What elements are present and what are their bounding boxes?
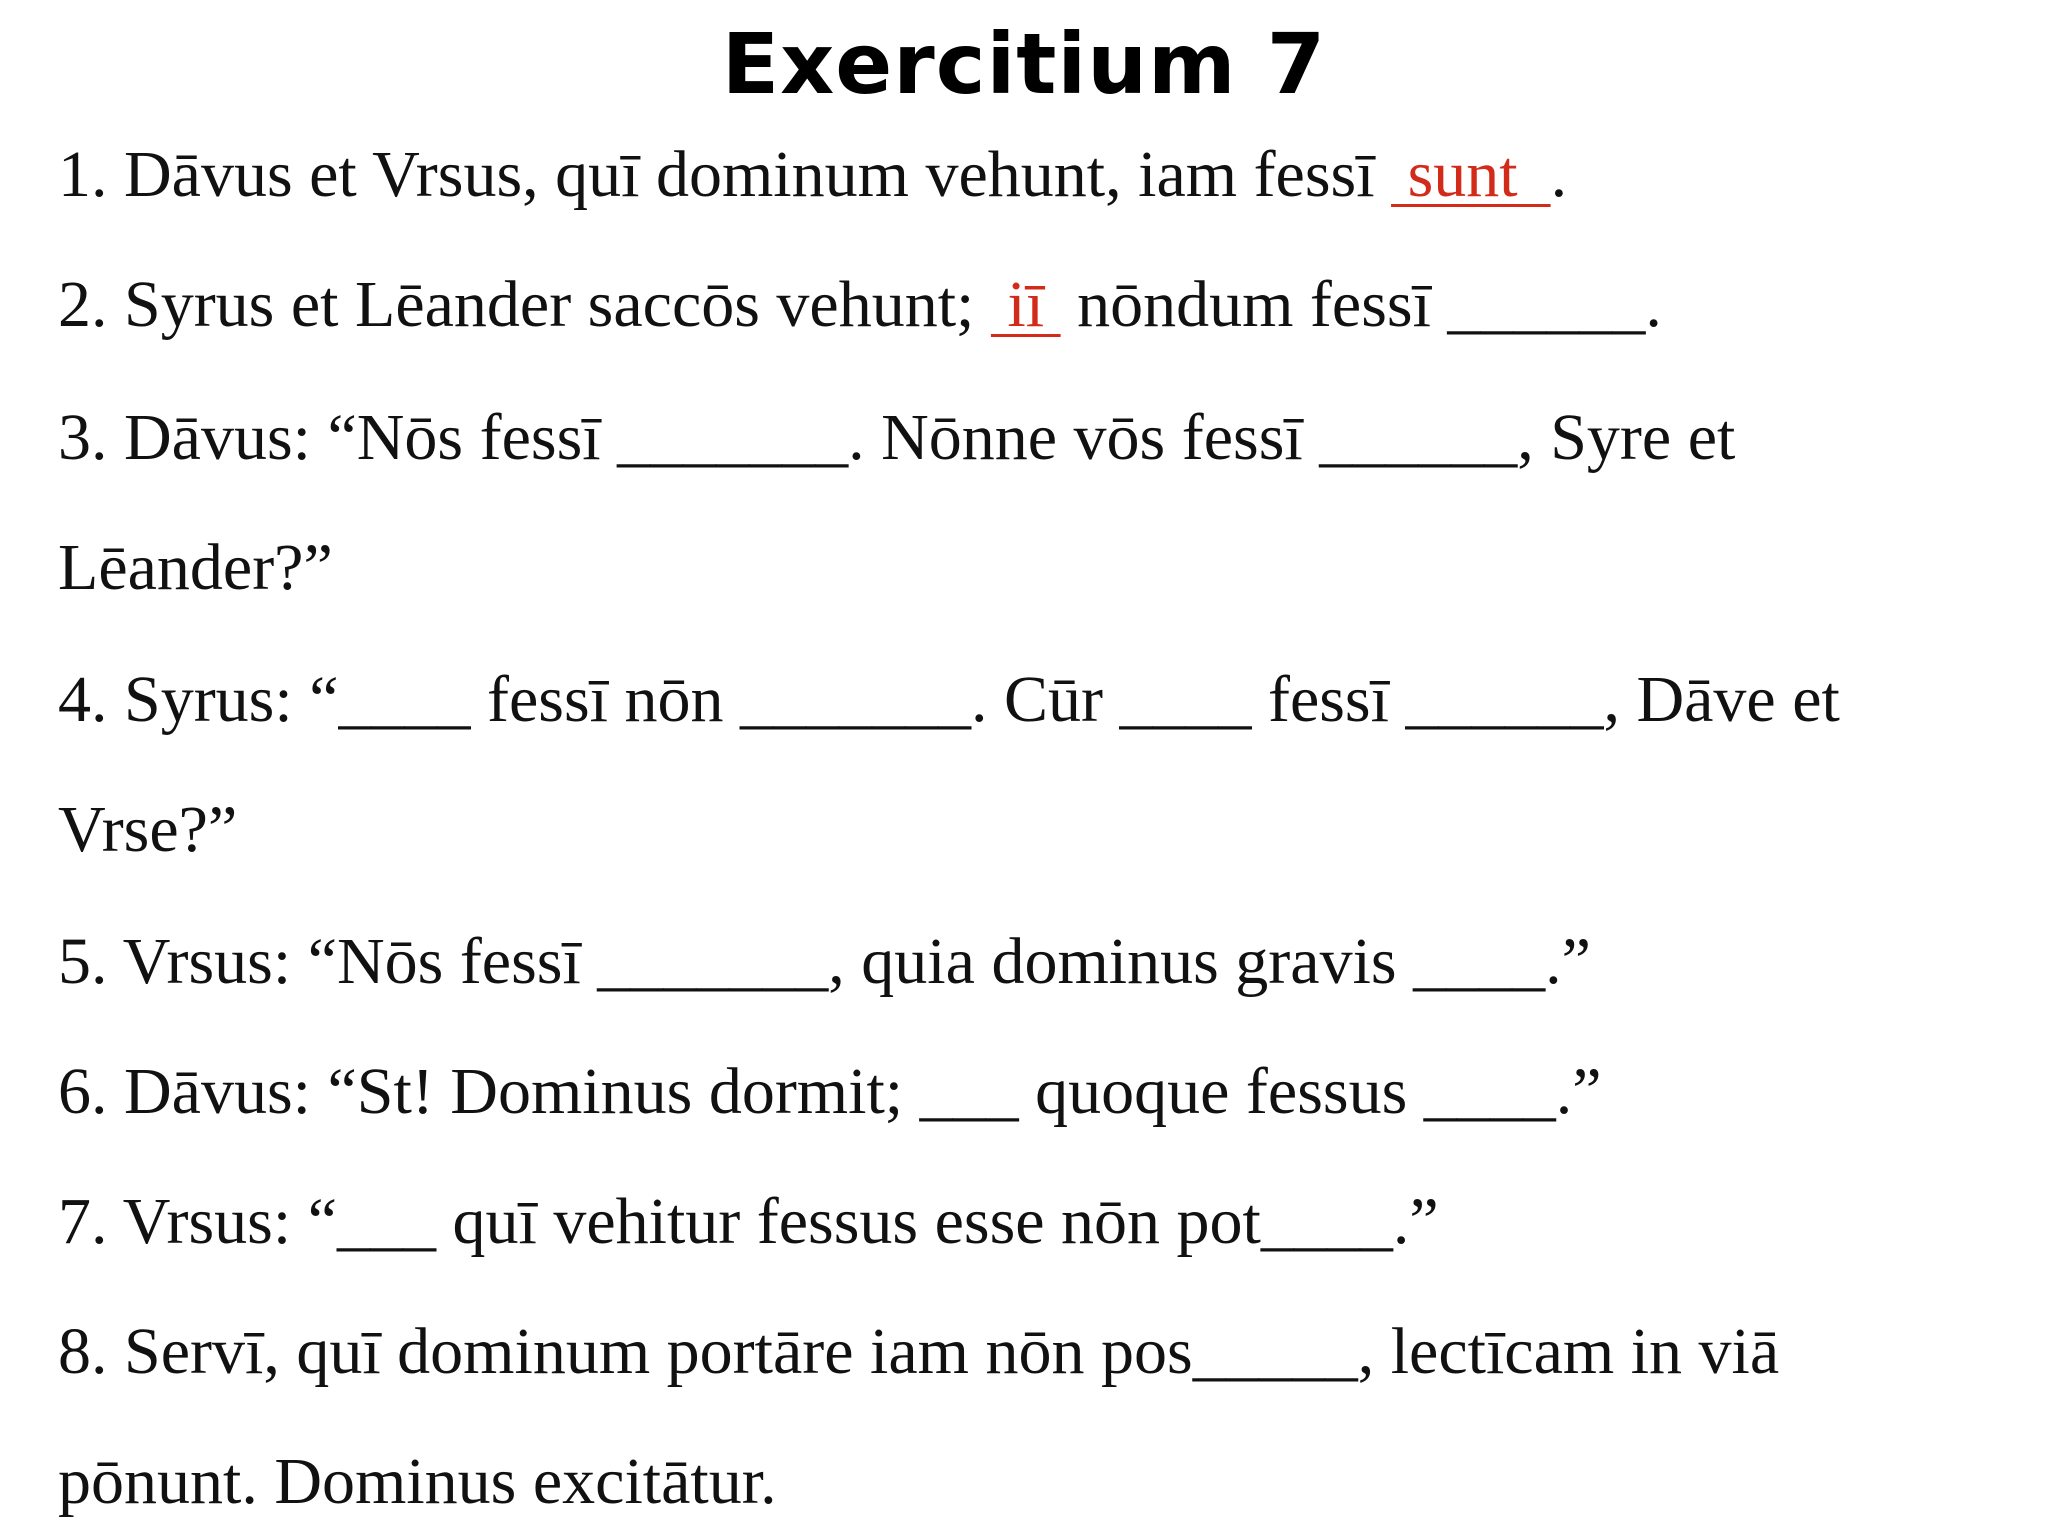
- exercise-line-3: [58, 398, 1735, 478]
- sentence-text: 7. Vrsus: “___ quī vehitur fessus esse nōn pot____.”: [58, 1185, 1439, 1258]
- sentence-text: .: [1550, 138, 1568, 211]
- exercise-line-8: [58, 1312, 1779, 1392]
- exercise-line-1: [58, 135, 1567, 215]
- exercise-line-2: [58, 265, 1662, 345]
- sentence-text: 2. Syrus et Lēander saccōs vehunt;: [58, 268, 991, 341]
- exercise-line-8-continued: [58, 1442, 777, 1522]
- exercise-line-3-continued: [58, 528, 333, 608]
- sentence-text: 1. Dāvus et Vrsus, quī dominum vehunt, iam fessī: [58, 138, 1392, 211]
- sentence-text: 5. Vrsus: “Nōs fessī _______, quia dominus gravis ____.”: [58, 925, 1591, 998]
- sentence-text: pōnunt. Dominus excitātur.: [58, 1445, 777, 1518]
- sentence-text: 3. Dāvus: “Nōs fessī _______. Nōnne vōs fessī ______, Syre et: [58, 401, 1736, 474]
- filled-answer: sunt: [1391, 138, 1551, 211]
- sentence-text: Vrse?”: [58, 793, 238, 866]
- sentence-text: 8. Servī, quī dominum portāre iam nōn pos_____, lectīcam in viā: [58, 1315, 1780, 1388]
- exercise-line-4: [58, 660, 1840, 740]
- exercise-line-6: [58, 1052, 1602, 1132]
- sentence-text: nōndum fessī: [1060, 268, 1448, 341]
- exercise-line-4-continued: [58, 790, 237, 870]
- exercise-line-7: [58, 1182, 1439, 1262]
- sentence-text: 6. Dāvus: “St! Dominus dormit; ___ quoque fessus ____.”: [58, 1055, 1602, 1128]
- filled-answer: iī: [990, 268, 1061, 341]
- exercise-line-5: [58, 922, 1591, 1002]
- page-title: Exercitium 7: [721, 15, 1327, 113]
- sentence-text: 4. Syrus: “____ fessī nōn _______. Cūr ____ fessī ______, Dāve et: [58, 663, 1840, 736]
- sentence-text: Lēander?”: [58, 531, 333, 604]
- sentence-text: .: [1645, 268, 1662, 341]
- sentence-text: ______: [1447, 268, 1646, 341]
